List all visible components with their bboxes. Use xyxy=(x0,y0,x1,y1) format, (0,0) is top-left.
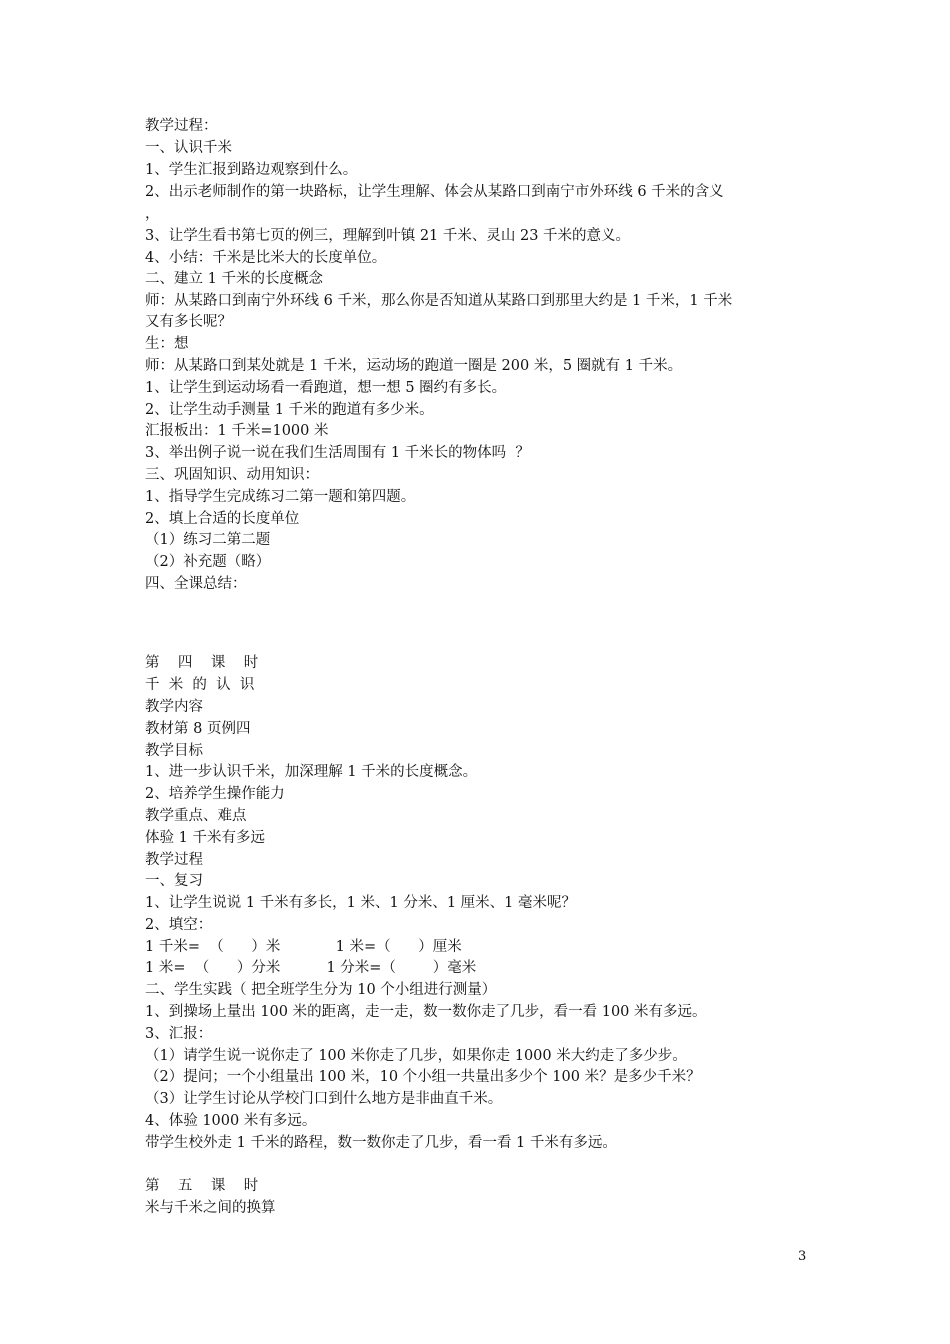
fill-blank-line: 1 米= （ ）分米 1 分米=（ ）毫米 xyxy=(145,960,477,976)
text-line: 2、填上合适的长度单位 xyxy=(145,511,300,527)
text-line: （3）让学生讨论从学校门口到什么地方是非曲直千米。 xyxy=(145,1091,503,1107)
text-line: 体验 1 千米有多远 xyxy=(145,830,265,846)
text-line: 1、进一步认识千米，加深理解 1 千米的长度概念。 xyxy=(145,764,478,780)
text-line: 2、培养学生操作能力 xyxy=(145,786,285,802)
text-line: 2、让学生动手测量 1 千米的跑道有多少米。 xyxy=(145,402,434,418)
text-line: 2、出示老师制作的第一块路标，让学生理解、体会从某路口到南宁市外环线 6 千米的含义 xyxy=(145,184,724,200)
text-line: 1、让学生说说 1 千米有多长，1 米、1 分米、1 厘米、1 毫米呢？ xyxy=(145,895,577,911)
text-line: （2）补充题（略） xyxy=(145,554,271,570)
section-heading: 二、建立 1 千米的长度概念 xyxy=(145,271,323,287)
text-line: 生：想 xyxy=(145,336,189,352)
text-line: 教学过程： xyxy=(145,118,218,134)
text-line: ， xyxy=(145,206,160,222)
text-line: 师：从某路口到某处就是 1 千米，运动场的跑道一圈是 200 米，5 圈就有 1 千米。 xyxy=(145,358,683,374)
text-line: 3、让学生看书第七页的例三，理解到叶镇 21 千米、灵山 23 千米的意义。 xyxy=(145,228,631,244)
section-heading: 四、全课总结： xyxy=(145,576,247,592)
text-line: 1、指导学生完成练习二第一题和第四题。 xyxy=(145,489,416,505)
fill-blank-line: 1 千米= （ ）米 1 米=（ ）厘米 xyxy=(145,939,462,955)
text-line: 汇报板出：1 千米=1000 米 xyxy=(145,423,329,439)
text-line: 教学重点、难点 xyxy=(145,808,247,824)
lesson-title: 第 四 课 时 xyxy=(145,655,259,671)
text-line: 2、填空： xyxy=(145,917,213,933)
text-line: （1）请学生说一说你走了 100 米你走了几步，如果你走 1000 米大约走了多少步。 xyxy=(145,1048,687,1064)
text-line: 教学目标 xyxy=(145,743,203,759)
text-line: 教学内容 xyxy=(145,699,203,715)
text-line: 教学过程 xyxy=(145,852,203,868)
text-line: 又有多长呢？ xyxy=(145,314,232,330)
text-line: 带学生校外走 1 千米的路程，数一数你走了几步，看一看 1 千米有多远。 xyxy=(145,1135,617,1151)
text-line: 1、学生汇报到路边观察到什么。 xyxy=(145,162,358,178)
section-heading: 一、复习 xyxy=(145,873,203,889)
text-line: 4、体验 1000 米有多远。 xyxy=(145,1113,317,1129)
text-line: 1、让学生到运动场看一看跑道，想一想 5 圈约有多长。 xyxy=(145,380,507,396)
text-line: （2）提问；一个小组量出 100 米，10 个小组一共量出多少个 100 米？是多少千米？ xyxy=(145,1069,701,1085)
text-line: 教材第 8 页例四 xyxy=(145,721,251,737)
lesson-subtitle: 千 米 的 认 识 xyxy=(145,677,255,693)
lesson-subtitle: 米与千米之间的换算 xyxy=(145,1200,276,1216)
text-line: 1、到操场上量出 100 米的距离，走一走，数一数你走了几步，看一看 100 米有多远。 xyxy=(145,1004,707,1020)
text-line: 4、小结：千米是比米大的长度单位。 xyxy=(145,250,387,266)
text-line: 3、举出例子说一说在我们生活周围有 1 千米长的物体吗 ？ xyxy=(145,445,530,461)
text-line: 一、认识千米 xyxy=(145,140,232,156)
section-heading: 三、巩固知识、动用知识： xyxy=(145,467,319,483)
text-line: 3、汇报： xyxy=(145,1026,213,1042)
text-line: （1）练习二第二题 xyxy=(145,532,271,548)
page-number: 3 xyxy=(798,1249,807,1264)
section-heading: 二、学生实践（ 把全班学生分为 10 个小组进行测量） xyxy=(145,982,497,998)
text-line: 师：从某路口到南宁外环线 6 千米，那么你是否知道从某路口到那里大约是 1 千米，1 千米 xyxy=(145,293,733,309)
lesson-title: 第 五 课 时 xyxy=(145,1178,259,1194)
